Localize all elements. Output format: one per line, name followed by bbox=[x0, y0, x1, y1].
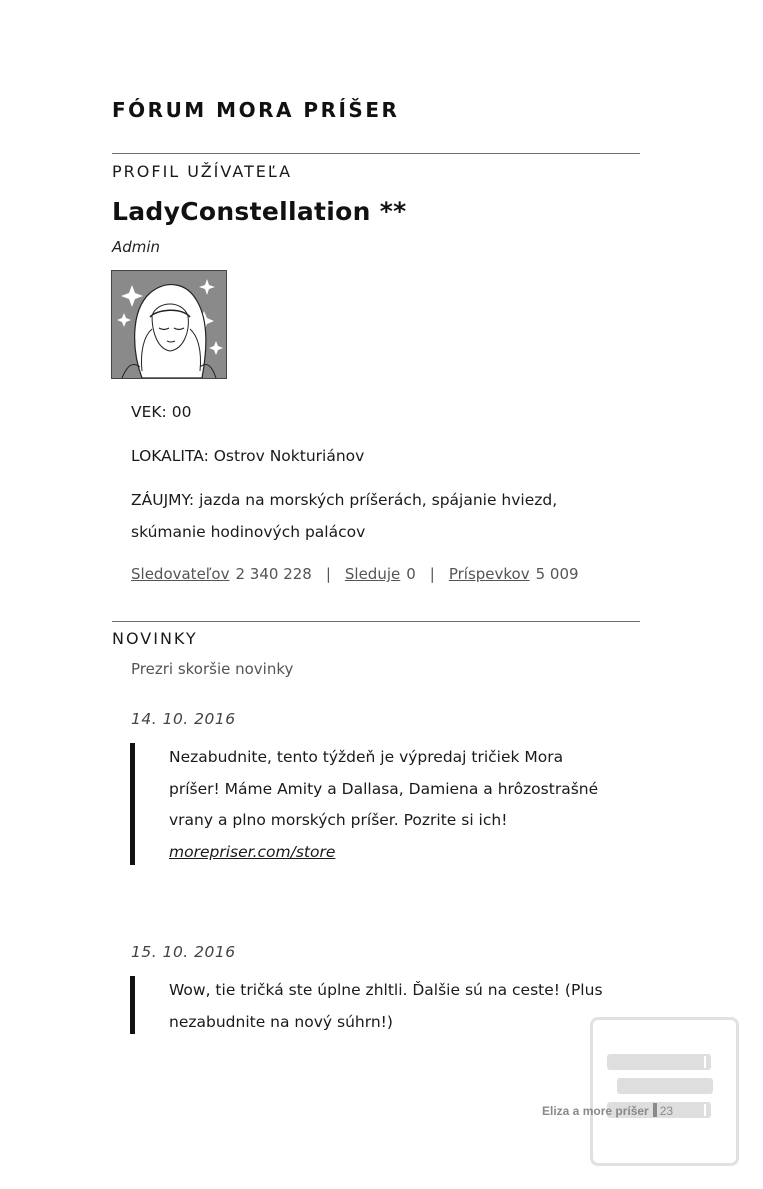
followers-count: 2 340 228 bbox=[235, 565, 312, 583]
user-stats bbox=[131, 565, 579, 583]
posts-count: 5 009 bbox=[535, 565, 579, 583]
watermark bbox=[590, 1017, 739, 1166]
post-line: príšer! Máme Amity a Dallasa, Damiena a hrôzostrašné bbox=[169, 779, 599, 798]
page-number: 23 bbox=[659, 1104, 674, 1118]
avatar bbox=[111, 270, 227, 379]
forum-title: FÓRUM MORA PRÍŠER bbox=[112, 98, 400, 122]
user-role: Admin bbox=[112, 238, 161, 256]
older-news-link[interactable]: Prezri skoršie novinky bbox=[131, 660, 294, 678]
post-line: vrany a plno morských príšer. Pozrite si ich! bbox=[169, 811, 508, 829]
following-count: 0 bbox=[406, 565, 416, 583]
stats-separator: | bbox=[429, 565, 435, 583]
stacked-books-icon bbox=[593, 1020, 736, 1163]
divider bbox=[112, 621, 640, 622]
post-line: Nezabudnite, tento týždeň je výpredaj tričiek Mora bbox=[169, 748, 564, 766]
user-age: VEK: 00 bbox=[131, 403, 192, 421]
news-section-label: NOVINKY bbox=[112, 629, 198, 648]
interests-line: ZÁUJMY: jazda na morských príšerách, spájanie hviezd, bbox=[131, 491, 558, 509]
followers-link[interactable]: Sledovateľov bbox=[131, 565, 230, 583]
user-location: LOKALITA: Ostrov Nokturiánov bbox=[131, 447, 365, 465]
post-line: nezabudnite na nový súhrn!) bbox=[169, 1012, 393, 1031]
post-date: 14. 10. 2016 bbox=[131, 710, 236, 728]
following-link[interactable]: Sleduje bbox=[344, 565, 401, 583]
stats-separator: | bbox=[325, 565, 331, 583]
profile-section-label: PROFIL UŽÍVATEĽA bbox=[112, 162, 293, 181]
posts-link[interactable]: Príspevkov bbox=[448, 565, 530, 583]
quote-bar bbox=[130, 976, 135, 1034]
divider bbox=[112, 153, 640, 154]
store-link[interactable]: morepriser.com/store bbox=[169, 842, 336, 861]
post-date: 15. 10. 2016 bbox=[131, 943, 236, 961]
news-post bbox=[169, 742, 649, 868]
post-line: Wow, tie tričká ste úplne zhltli. Ďalšie sú na ceste! (Plus bbox=[169, 981, 603, 999]
username: LadyConstellation ** bbox=[112, 197, 407, 226]
avatar-portrait-icon bbox=[112, 271, 226, 378]
news-post bbox=[169, 975, 649, 1038]
book-title: Eliza a more príšer bbox=[542, 1104, 649, 1118]
quote-bar bbox=[130, 743, 135, 865]
interests-line: skúmanie hodinových palácov bbox=[131, 523, 366, 541]
user-interests bbox=[131, 484, 631, 548]
page-footer bbox=[542, 1103, 673, 1118]
footer-bar bbox=[653, 1103, 657, 1117]
